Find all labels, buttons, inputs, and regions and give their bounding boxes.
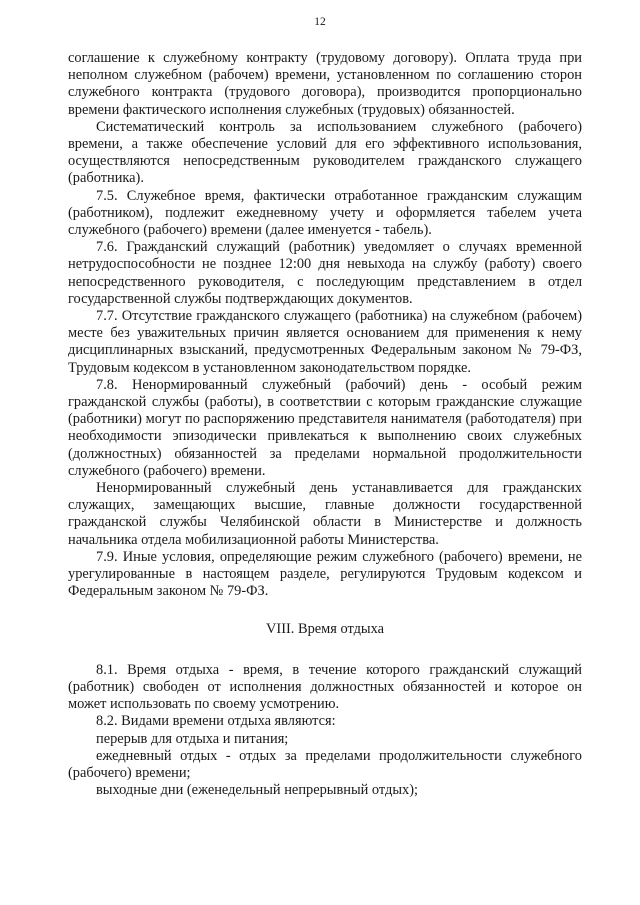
document-body — [68, 50, 582, 799]
list-item-break: перерыв для отдыха и питания; — [96, 730, 289, 747]
section-heading: VIII. Время отдыха — [266, 620, 384, 637]
paragraph-7-9: 7.9. Иные условия, определяющие режим служебного (рабочего) времени, не урегулированные в настоящем разделе, регулируются Трудовым кодексом и Федеральным законом № 79-ФЗ. — [68, 548, 582, 600]
paragraph-7-7: 7.7. Отсутствие гражданского служащего (работника) на служебном (рабочем) месте без уважительных причин является основанием для применения к нему дисциплинарных взысканий, предусмотренных Федеральным законом № 79-ФЗ, Трудовым кодексом в установленном законодательством порядке. — [68, 308, 582, 376]
paragraph-8-2: 8.2. Видами времени отдыха являются: — [96, 713, 336, 730]
paragraph-irregular-day: Ненормированный служебный день устанавливается для гражданских служащих, замещающих высшие, главные должности государственной гражданской службы Челябинской области в Министерстве и должность начальника отдела мобилизационной работы Министерства. — [68, 480, 582, 548]
paragraph-7-6: 7.6. Гражданский служащий (работник) уведомляет о случаях временной нетрудоспособности не позднее 12:00 дня невыхода на службу (работу) своего непосредственного руководителя, с последующим представлением в отдел государственной службы подтверждающих документов. — [68, 239, 582, 307]
page-number: 12 — [314, 16, 326, 28]
paragraph-8-1: 8.1. Время отдыха - время, в течение которого гражданский служащий (работник) свободен от исполнения должностных обязанностей и которое он может использовать по своему усмотрению. — [68, 661, 582, 713]
paragraph-salary-partial-time: соглашение к служебному контракту (трудовому договору). Оплата труда при неполном служебном (рабочем) времени, установленном по соглашению сторон служебного контракта (трудового договора), производится пропорционально времени фактического исполнения служебных (трудовых) обязанностей. — [68, 50, 582, 118]
list-item-weekends: выходные дни (еженедельный непрерывный отдых); — [96, 782, 419, 799]
list-item-daily-rest: ежедневный отдых - отдых за пределами продолжительности служебного (рабочего) времени; — [68, 747, 582, 781]
paragraph-7-8: 7.8. Ненормированный служебный (рабочий) день - особый режим гражданской службы (работы), в соответствии с которым гражданские служащие (работники) могут по распоряжению представителя нанимателя (работодателя) при необходимости эпизодически привлекаться к выполнению своих служебных (должностных) обязанностей за пределами нормальной продолжительности служебного (рабочего) времени. — [68, 376, 582, 479]
paragraph-7-5: 7.5. Служебное время, фактически отработанное гражданским служащим (работником), подлежит ежедневному учету и оформляется табелем учета служебного (рабочего) времени (далее именуется - табель). — [68, 187, 582, 239]
paragraph-systematic-control: Систематический контроль за использованием служебного (рабочего) времени, а также обеспечение условий для его эффективного использования, осуществляются непосредственным руководителем гражданского служащего (работника). — [68, 118, 582, 187]
